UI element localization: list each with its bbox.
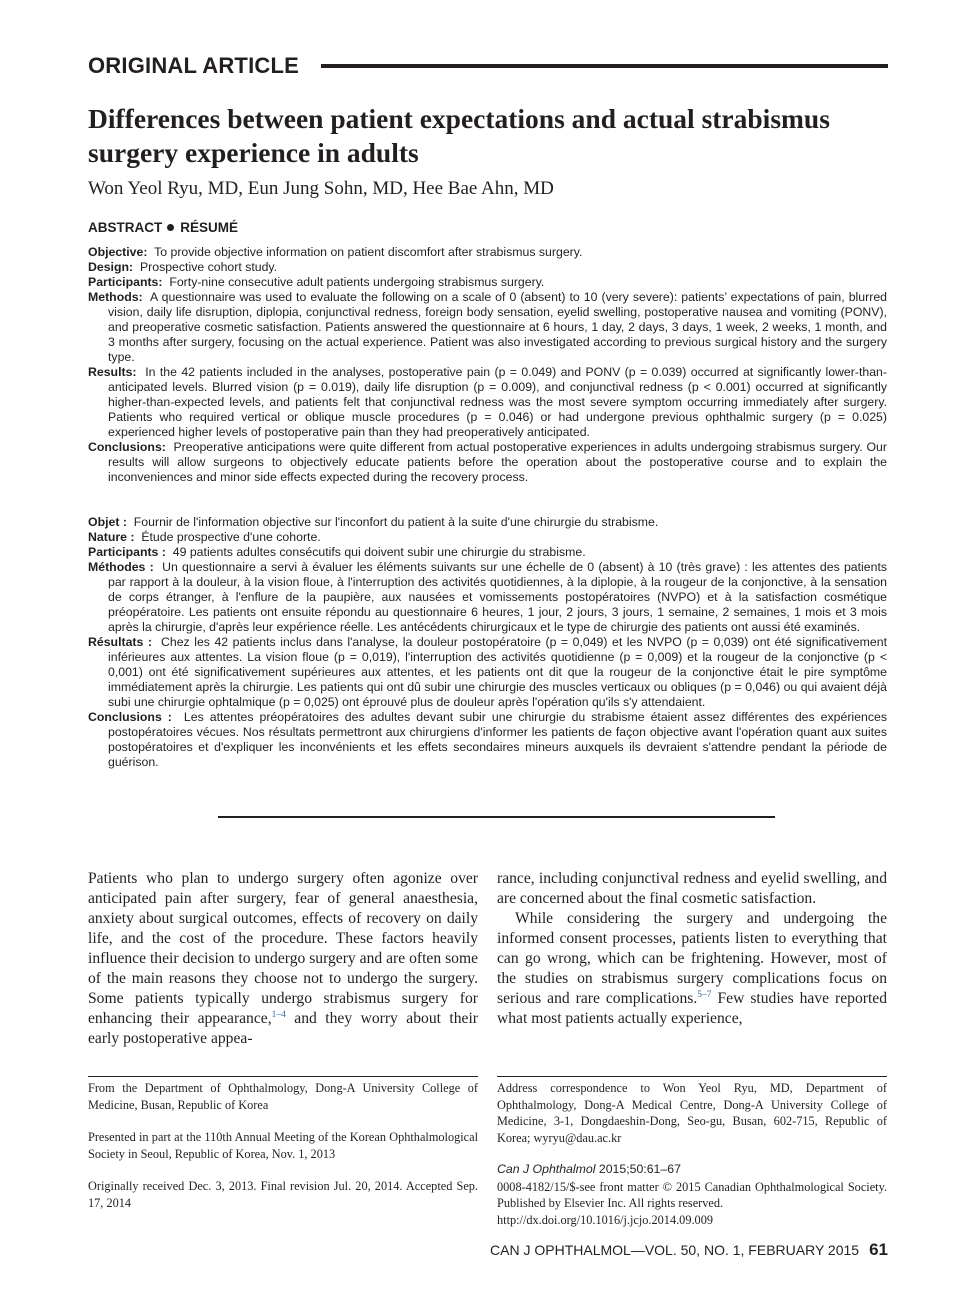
abstract-text: A questionnaire was used to evaluate the following on a scale of 0 (absent) to 10 (very severe): patients’ expectations of pain, blurred vision, daily life disruption, diplopia, conjunctival redness, foreign body sensation, eyelid swelling, postoperative nausea and vomiting (PONV), and preoperative cosmetic satisfaction. Patients answered the questionnaire at 6 hours, 1 day, 2 days, 3 days, 1 week, 2 weeks, 1 month, and 3 months after surgery, focusing on the actual experience. Patient was also investigated according to previous surgical history and the surgery type. (108, 290, 887, 364)
abstract-heading (88, 220, 238, 235)
abstract-text: To provide objective information on patient discomfort after strabismus surgery. (154, 245, 583, 259)
abstract-paragraph (88, 635, 887, 710)
abstract-text: Prospective cohort study. (139, 260, 278, 274)
journal-name: Can J Ophthalmol (497, 1162, 596, 1176)
abstract-heading-fr: RÉSUMÉ (180, 220, 239, 235)
abstract-text: Chez les 42 patients inclus dans l'analyse, la douleur postopératoire (p = 0,049) et les NVPO (p = 0,039) ont été significativement inférieures aux attentes. La vision floue (p = 0,019), l'interruption des activités quotidienne (p = 0,009) et la rougeur de la conjonctive (p < 0,001) ont été significativement supérieures aux attentes, et les patients ont dit que la rougeur de la conjonctive était le pire symptôme immédiatement après la chirurgie. Les patients qui ont dû subir une chirurgie des muscles verticaux ou obliques (p = 0,046) ou qui avaient déjà subi une chirurgie ophtalmique (p = 0,025) ont éprouvé plus de douleur après l'opération qu'ils s'y attendaient. (108, 635, 887, 709)
abstract-paragraph (88, 710, 887, 770)
abstract-paragraph (88, 290, 887, 365)
footnote-rule-left (88, 1076, 478, 1077)
abstract-label: Methods: (88, 290, 143, 304)
abstract-label: Conclusions: (88, 440, 166, 454)
abstract-paragraph (88, 530, 887, 545)
journal-running-title: CAN J OPHTHALMOL—VOL. 50, NO. 1, FEBRUARY 2015 (490, 1242, 860, 1258)
affiliation-note: From the Department of Ophthalmology, Dong-A University College of Medicine, Busan, Republic of Korea (88, 1081, 478, 1112)
abstract-text: Étude prospective d'une cohorte. (141, 530, 321, 544)
abstract-label: Objet : (88, 515, 127, 529)
body-column-left (88, 869, 478, 1049)
abstract-label: Méthodes : (88, 560, 154, 574)
abstract-paragraph (88, 365, 887, 440)
running-footer (480, 1240, 888, 1260)
copyright-note: 0008-4182/15/$-see front matter © 2015 Canadian Ophthalmological Society. Published by Elsevier Inc. All rights reserved. (497, 1179, 887, 1210)
received-note: Originally received Dec. 3, 2013. Final revision Jul. 20, 2014. Accepted Sep. 17, 2014 (88, 1179, 478, 1210)
abstract-heading-en: ABSTRACT (88, 220, 163, 235)
abstract-text: 49 patients adultes consécutifs qui doivent subir une chirurgie du strabisme. (172, 545, 586, 559)
body-column-right (497, 869, 887, 1029)
abstract-paragraph (88, 440, 887, 485)
abstract-paragraph (88, 260, 887, 275)
article-title: Differences between patient expectations and actual strabismus surgery experience in adults (88, 103, 830, 168)
abstract-label: Participants : (88, 545, 166, 559)
header-rule (321, 64, 888, 68)
abstract-text: Un questionnaire a servi à évaluer les éléments suivants sur une échelle de 0 (absent) à 10 (très grave) : les attentes des patients par rapport à la douleur, à la vision floue, à l'interruption des activités quotidiennes, à la diplopie, à la rougeur de la conjonctive, à la sensation de corps étranger, à l'enflure de la paupière, aux nausées et vomissements postopératoires (NVPO) et à la satisfaction cosmétique préopératoire. Les patients ont ensuite répondu au questionnaire 6 heures, 1 jour, 2 jours, 3 jours, 1 semaine, 2 semaines, 1 mois et 3 mois après la chirurgie, d'après leur expérience réelle. Les antécédents chirurgicaux et le type de chirurgie des patients ont aussi été examinés. (108, 560, 888, 634)
abstract-label: Results: (88, 365, 137, 379)
abstract-paragraph (88, 275, 887, 290)
abstract-label: Design: (88, 260, 134, 274)
abstract-paragraph (88, 545, 887, 560)
body-paragraph (497, 909, 887, 1029)
doi-link[interactable]: http://dx.doi.org/10.1016/j.jcjo.2014.09.009 (497, 1212, 713, 1227)
abstract-text: Forty-nine consecutive adult patients undergoing strabismus surgery. (169, 275, 545, 289)
abstract-text: Fournir de l'information objective sur l'inconfort du patient à la suite d'une chirurgie du strabisme. (133, 515, 659, 529)
body-paragraph (88, 869, 478, 1049)
abstract-english (88, 245, 887, 485)
journal-citation (497, 1161, 887, 1178)
presentation-note: Presented in part at the 110th Annual Meeting of the Korean Ophthalmological Society in Seoul, Republic of Korea, Nov. 1, 2013 (88, 1130, 478, 1161)
abstract-paragraph (88, 515, 887, 530)
correspondence-note: Address correspondence to Won Yeol Ryu, MD, Department of Ophthalmology, Dong-A Medical Centre, Dong-A University College of Medicine, 3-1, Dongdaeshin-Dong, Seo-gu, Busan, 602-715, Republic of Korea; wyryu@dau.ac.kr (497, 1081, 887, 1145)
abstract-paragraph (88, 245, 887, 260)
author-list: Won Yeol Ryu, MD, Eun Jung Sohn, MD, Hee Bae Ahn, MD (88, 178, 554, 199)
citation-link[interactable]: 1–4 (271, 1009, 286, 1020)
abstract-label: Objective: (88, 245, 148, 259)
abstract-label: Participants: (88, 275, 163, 289)
body-paragraph: rance, including conjunctival redness and eyelid swelling, and are concerned about the final cosmetic satisfaction. (497, 870, 887, 907)
body-text: While considering the surgery and undergoing the informed consent processes, patients listen to everything that can go wrong, which can be frightening. However, most of the studies on strabismus surgery complications focus on serious and rare complications. (497, 910, 887, 1007)
abstract-label: Résultats : (88, 635, 152, 649)
abstract-french (88, 515, 887, 770)
abstract-label: Nature : (88, 530, 135, 544)
abstract-paragraph (88, 560, 887, 635)
page-number: 61 (869, 1240, 888, 1259)
section-header (88, 52, 888, 80)
body-text: Few studies have reported what most patients actually experience, (497, 990, 887, 1027)
body-text: Patients who plan to undergo surgery often agonize over anticipated pain after surgery, fear of general anaesthesia, anxiety about surgical outcomes, effects of recovery on daily life, and the cost of the procedure. These factors heavily influence their decision to undergo surgery and are often some of the main reasons they choose not to undergo the surgery. Some patients typically undergo strabismus surgery for enhancing their appearance, (88, 870, 478, 1027)
abstract-divider (218, 816, 775, 818)
abstract-text: In the 42 patients included in the analyses, postoperative pain (p = 0.049) and PONV (p = 0.039) occurred at significantly lower-than-anticipated levels. Blurred vision (p = 0.019), daily life disruption (p = 0.009), and conjunctival redness (p < 0.001) occurred at significantly higher-than-expected levels, and patients felt that conjunctival redness was the most severe symptom occurring immediately after surgery. Patients who required vertical or oblique muscle procedures (p = 0.046) or had undergone previous ophthalmic surgery (p = 0.025) experienced higher levels of postoperative pain than they had preoperatively anticipated. (108, 365, 887, 439)
abstract-label: Conclusions : (88, 710, 172, 724)
abstract-text: Les attentes préopératoires des adultes devant subir une chirurgie du strabisme étaient assez différentes des expériences postopératoires vécues. Nos résultats permettront aux chirurgiens d'informer les patients de façon objective avant l'opération quant aux suites postopératoires et d'expliquer les inconvénients et les effets secondaires mineurs auxquels ils devraient s'attendre pendant la période de guérison. (108, 710, 887, 769)
footnotes-left (88, 1080, 478, 1227)
bullet-icon (167, 224, 174, 231)
section-label: ORIGINAL ARTICLE (88, 53, 299, 78)
body-text: and they worry about their early postoperative appea- (88, 1010, 478, 1047)
footnote-rule-right (497, 1076, 887, 1077)
citation-link[interactable]: 5–7 (697, 989, 712, 1000)
abstract-text: Preoperative anticipations were quite different from actual postoperative experiences in adults undergoing strabismus surgery. Our results will allow surgeons to objectively educate patients before the operation about the postoperative course and to explain the inconveniences and minor side effects expected during the recovery process. (108, 440, 887, 484)
journal-volume: 2015;50:61–67 (595, 1162, 681, 1176)
footnotes-right (497, 1080, 887, 1228)
